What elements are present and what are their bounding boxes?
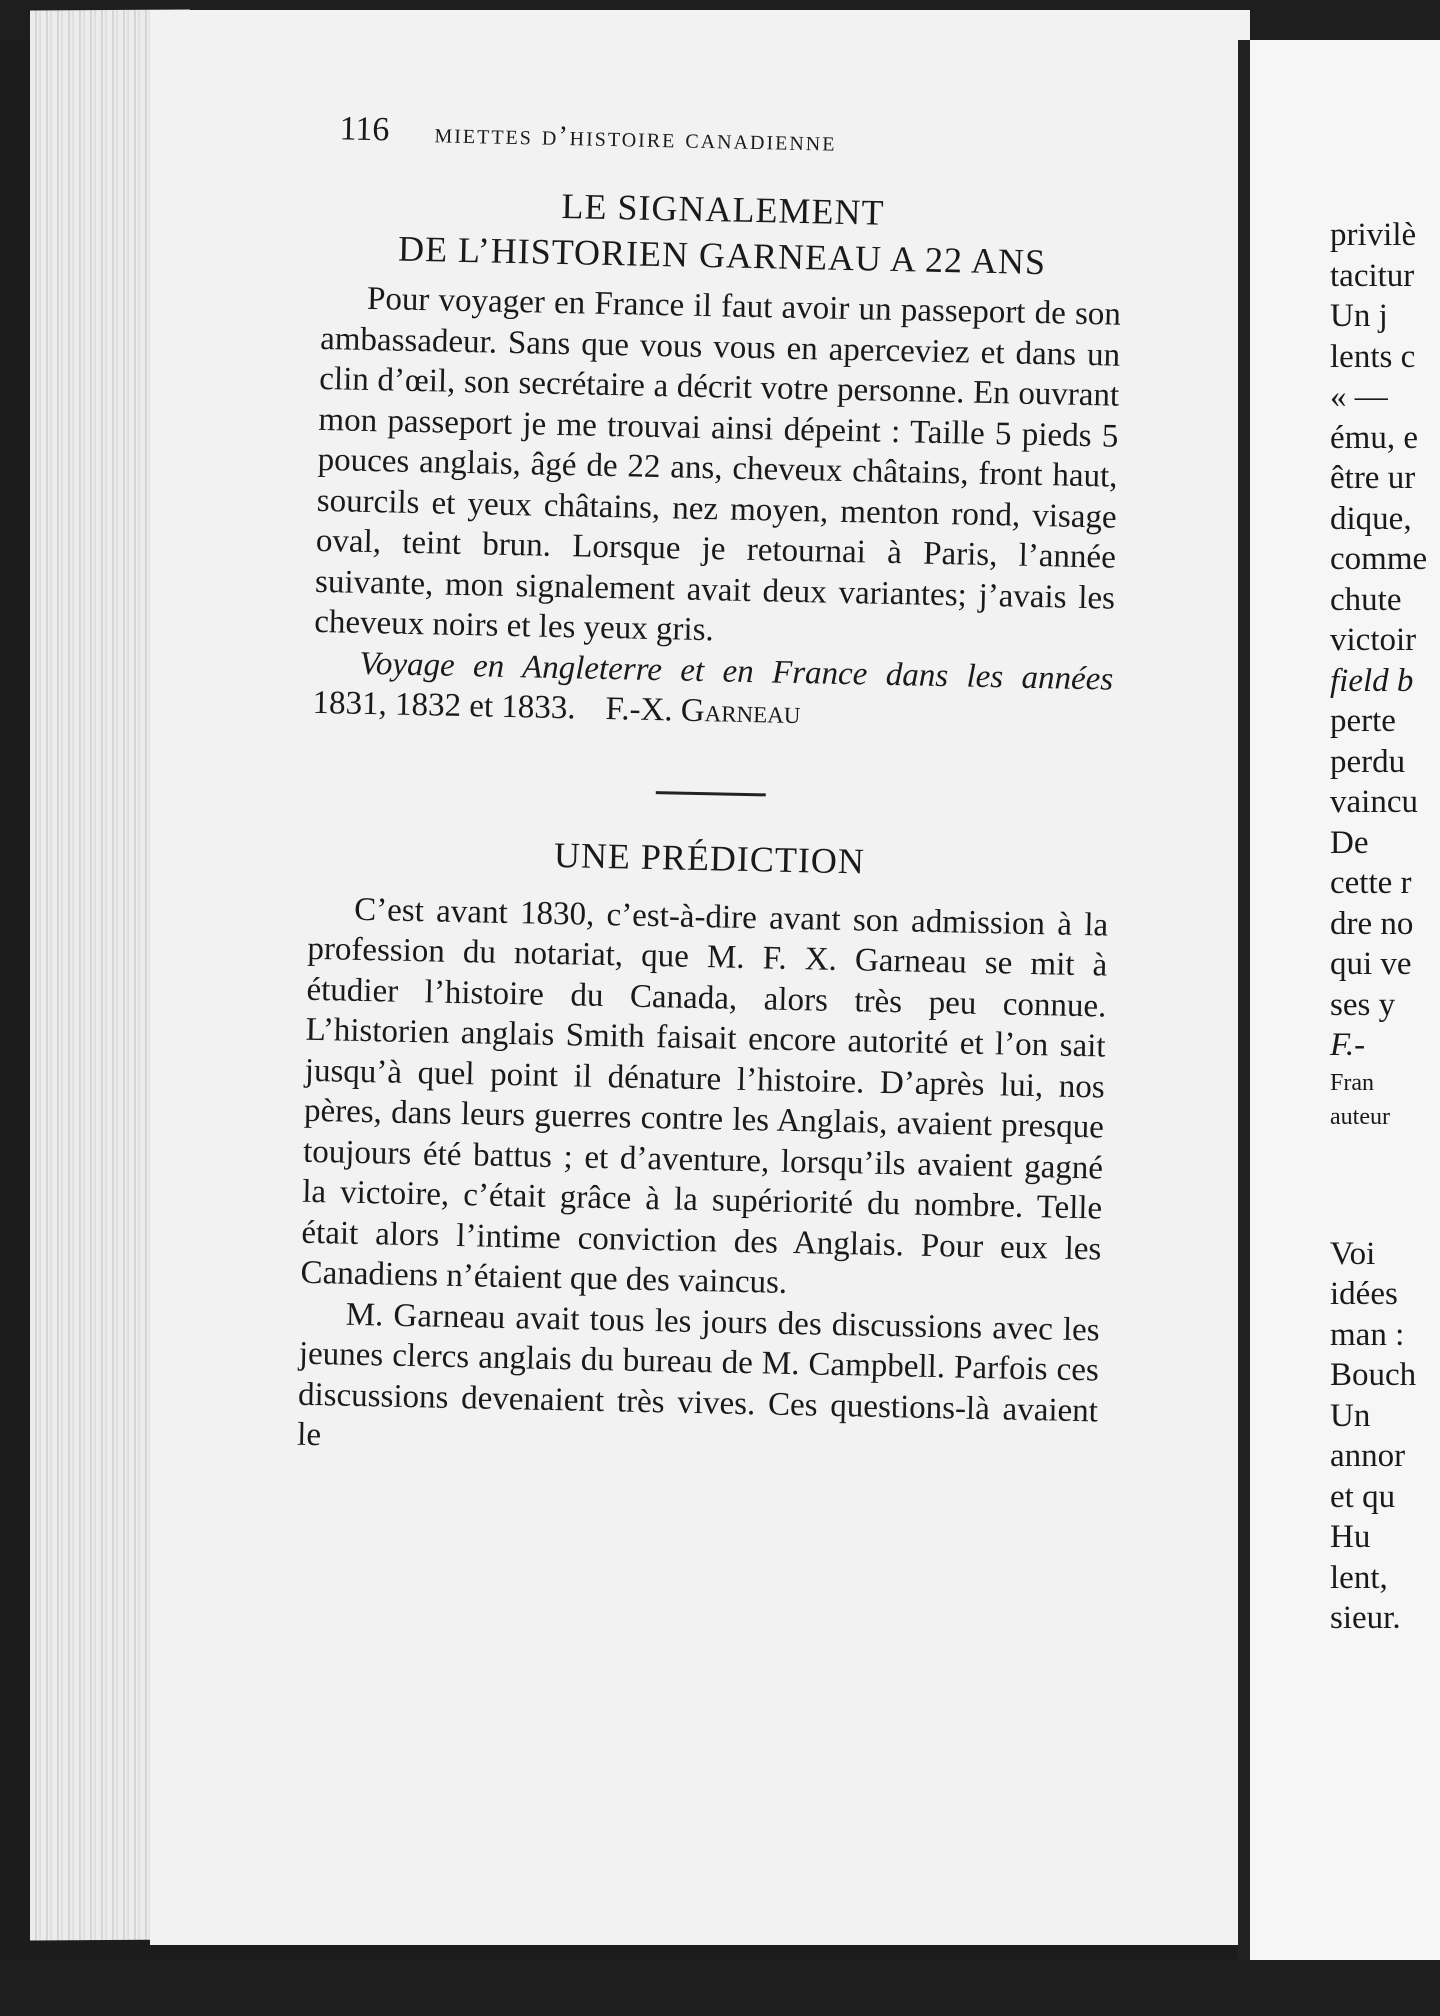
citation-author: F.-X. Garneau [605, 691, 801, 732]
citation [312, 642, 1114, 740]
right-line: auteur [1330, 1103, 1390, 1130]
right-line: victoir [1330, 622, 1417, 658]
right-line: perdu [1330, 743, 1406, 780]
section-title: UNE PRÉDICTION [553, 834, 866, 881]
right-page-text [1330, 215, 1440, 1639]
right-line: ses y [1330, 986, 1396, 1023]
right-line: De [1330, 824, 1369, 861]
page-number: 116 [339, 110, 390, 149]
right-line: cette r [1330, 865, 1412, 901]
section-paragraph: C’est avant 1830, c’est-à-dire avant son admission à la profession du notariat, que M. F. X. Garneau se mit à étudier l’histoire du Canada, alors très peu connue. L’historien anglais Smith faisait encore autorité et l’on sait jusqu’à quel point il dénature l’histoire. D’après lui, nos pères, dans leurs guerres contre les Anglais, avaient presque toujours été battus ; et d’aventure, lorsqu’ils avaient gagné la victoire, c’était grâce à la supériorité du nombre. Telle était alors l’intime conviction des Anglais. Pour eux les Canadiens n’étaient que des vaincus. [300, 891, 1109, 1301]
right-line: F.- [1330, 1027, 1366, 1063]
right-line: Un j [1330, 298, 1388, 334]
right-line: tacitur [1330, 257, 1415, 294]
right-line: dique, [1330, 500, 1412, 537]
right-line: ému, e [1330, 419, 1418, 456]
right-line: Hu [1330, 1519, 1371, 1555]
left-page-text [297, 110, 1125, 1472]
right-line: Bouch [1330, 1357, 1417, 1393]
section-body: Pour voyager en France il faut avoir un passeport de son ambassadeur. Sans que vous vous en aperceviez et dans un clin d’œil, son secrétaire a décrit votre personne. En ouvrant mon passeport je me trouvai ainsi dépeint : Taille 5 pieds 5 pouces anglais, âgé de 22 ans, cheveux châtains, front haut, sourcils et yeux châtains, nez moyen, menton rond, visage oval, teint brun. Lorsque je retournai à Paris, l’année suivante, mon signalement avait deux variantes; j’avais les cheveux noirs et les yeux gris. [313, 280, 1122, 649]
right-line: chute [1330, 581, 1402, 618]
right-line: comme [1330, 541, 1428, 577]
right-line: privilè [1330, 217, 1417, 253]
right-line: annor [1330, 1438, 1406, 1474]
citation-years: 1831, 1832 et 1833. [312, 684, 576, 727]
right-page [1250, 40, 1440, 1960]
section-title-line: DE L’HISTORIEN GARNEAU A 22 ANS [397, 228, 1047, 283]
section-divider [656, 791, 766, 796]
citation-work-title: Voyage en Angleterre et en France dans les années [359, 645, 1114, 698]
right-line: Fran [1330, 1069, 1374, 1096]
section-paragraph: M. Garneau avait tous les jours des discussions avec les jeunes clercs anglais du bureau de M. Campbell. Parfois ces discussions devenaient très vives. Ces questions-là avaient le [296, 1296, 1100, 1454]
section-title [322, 178, 1124, 287]
right-line: dre no [1330, 905, 1414, 942]
right-line: sieur. [1330, 1600, 1401, 1636]
right-spacer [1330, 1134, 1440, 1234]
book-gutter [1238, 40, 1250, 1960]
right-line: perte [1330, 703, 1396, 739]
right-line: Un [1330, 1397, 1371, 1434]
right-line: lents c [1330, 338, 1416, 375]
right-line: « — [1330, 379, 1388, 415]
running-title: miettes d’histoire canadienne [434, 118, 837, 158]
right-line: idées [1330, 1276, 1398, 1312]
right-line: field b [1330, 662, 1414, 699]
right-line: Voi [1330, 1235, 1376, 1272]
right-line: être ur [1330, 460, 1416, 496]
scan-background-bottom [0, 1960, 1440, 2016]
right-line: vaincu [1330, 784, 1418, 820]
right-line: qui ve [1330, 946, 1412, 982]
right-line: et qu [1330, 1478, 1396, 1515]
section-title-line: LE SIGNALEMENT [561, 185, 885, 233]
right-line: lent, [1330, 1559, 1388, 1596]
right-line: man : [1330, 1316, 1405, 1353]
